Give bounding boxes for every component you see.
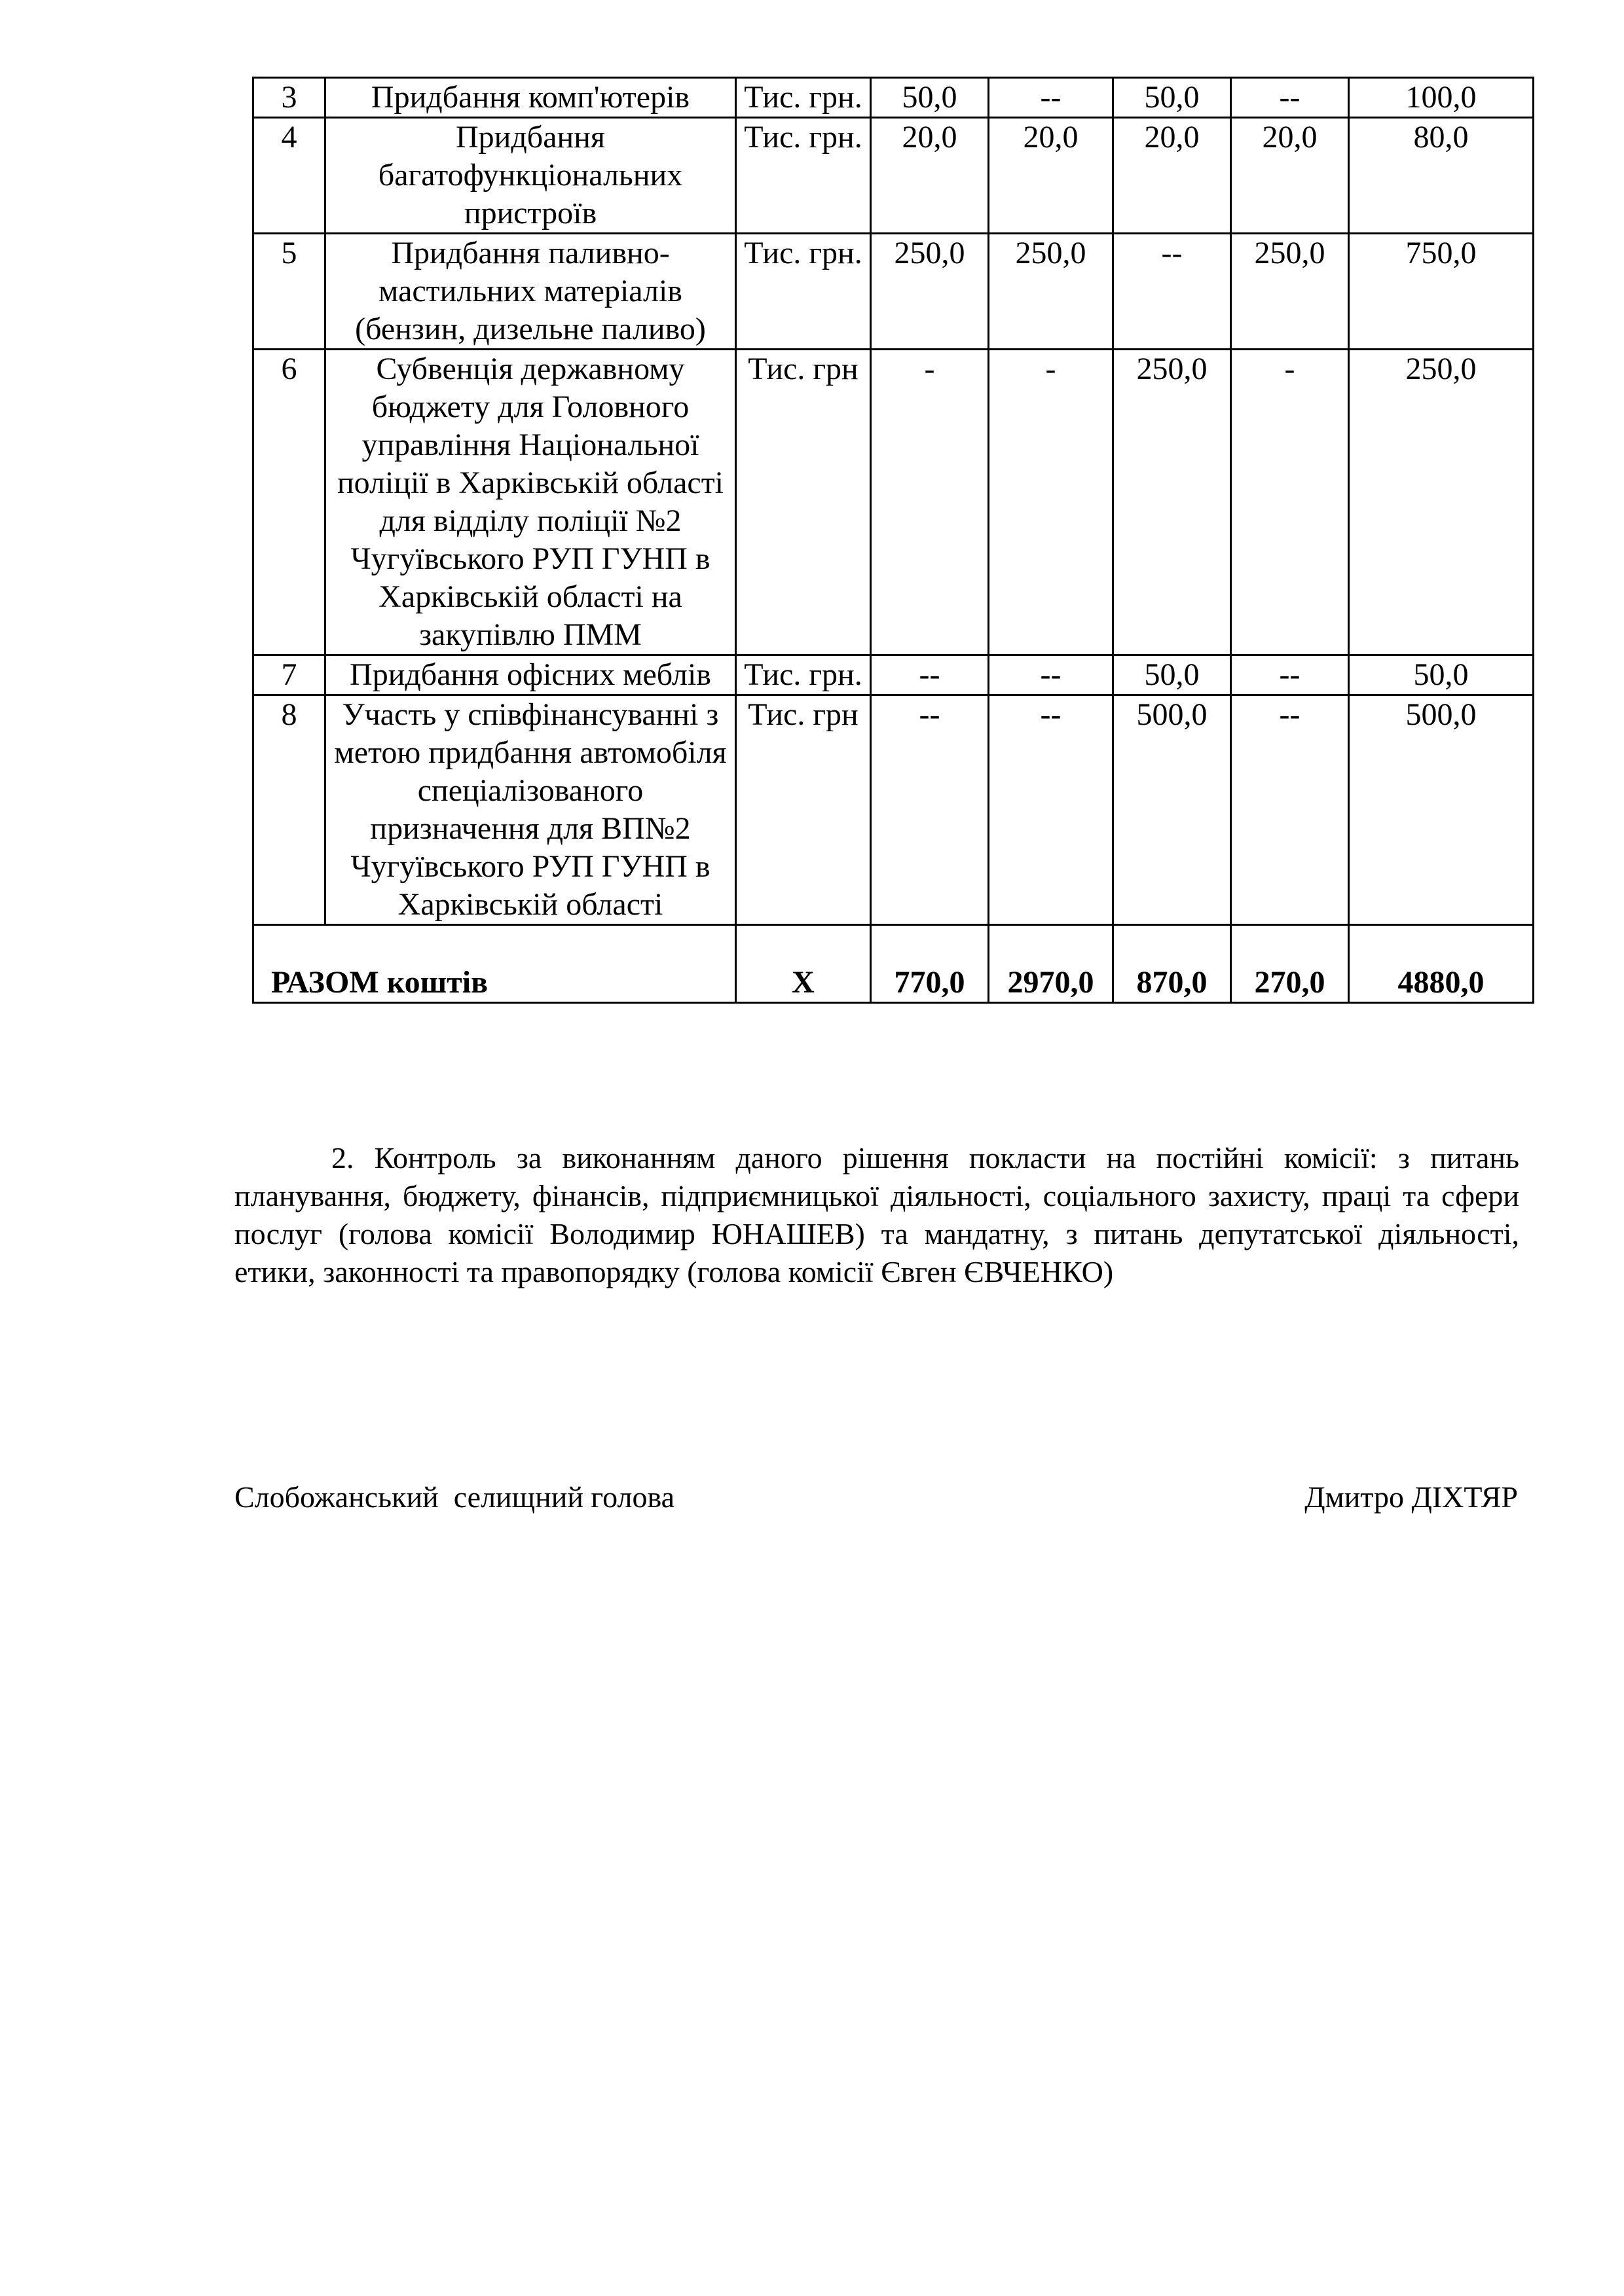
row-number: 7 xyxy=(253,655,325,695)
value-4: -- xyxy=(1231,78,1349,118)
item-name: Придбання комп'ютерів xyxy=(325,78,736,118)
value-2: -- xyxy=(989,78,1113,118)
value-2: 20,0 xyxy=(989,118,1113,234)
table-row xyxy=(253,655,1534,695)
control-paragraph: 2. Контроль за виконанням даного рішення покласти на постійні комісії: з питань планування, бюджету, фінансів, підприємницької діяльності, соціального захисту, праці та сфери послуг (голова комісії Володимир ЮНАШЕВ) та мандатну, з питань депутатської діяльності, етики, законності та правопорядку (голова комісії Євген ЄВЧЕНКО) xyxy=(234,1141,1519,1288)
unit: Тис. грн xyxy=(736,695,871,925)
value-2: -- xyxy=(989,655,1113,695)
signature-position: Слобожанський селищний голова xyxy=(234,1480,675,1514)
row-number: 5 xyxy=(253,234,325,350)
row-total: 750,0 xyxy=(1349,234,1534,350)
total-value-4: 270,0 xyxy=(1231,925,1349,1003)
unit: Тис. грн. xyxy=(736,234,871,350)
unit: Тис. грн. xyxy=(736,655,871,695)
budget-table xyxy=(252,77,1534,1004)
value-3: 20,0 xyxy=(1113,118,1231,234)
total-value-1: 770,0 xyxy=(871,925,989,1003)
unit: Тис. грн. xyxy=(736,118,871,234)
value-1: -- xyxy=(871,655,989,695)
value-1: 20,0 xyxy=(871,118,989,234)
item-name: Участь у співфінансуванні з метою придбання автомобіля спеціалізованого призначення для ВП№2 Чугуївського РУП ГУНП в Харківській області xyxy=(325,695,736,925)
row-total: 100,0 xyxy=(1349,78,1534,118)
row-total: 500,0 xyxy=(1349,695,1534,925)
value-1: 250,0 xyxy=(871,234,989,350)
row-number: 4 xyxy=(253,118,325,234)
total-row xyxy=(253,925,1534,1003)
total-value-2: 2970,0 xyxy=(989,925,1113,1003)
value-2: - xyxy=(989,350,1113,655)
row-total: 250,0 xyxy=(1349,350,1534,655)
total-value-3: 870,0 xyxy=(1113,925,1231,1003)
total-unit: Х xyxy=(736,925,871,1003)
item-name: Придбання офісних меблів xyxy=(325,655,736,695)
unit: Тис. грн. xyxy=(736,78,871,118)
item-name: Придбання паливно-мастильних матеріалів (бензин, дизельне паливо) xyxy=(325,234,736,350)
row-number: 3 xyxy=(253,78,325,118)
item-name: Субвенція державному бюджету для Головного управління Національної поліції в Харківській області для відділу поліції №2 Чугуївського РУП ГУНП в Харківській області на закупівлю ПММ xyxy=(325,350,736,655)
row-total: 50,0 xyxy=(1349,655,1534,695)
value-3: 250,0 xyxy=(1113,350,1231,655)
value-3: 500,0 xyxy=(1113,695,1231,925)
row-number: 8 xyxy=(253,695,325,925)
value-3: 50,0 xyxy=(1113,655,1231,695)
value-2: 250,0 xyxy=(989,234,1113,350)
table-row xyxy=(253,78,1534,118)
row-number: 6 xyxy=(253,350,325,655)
table-row xyxy=(253,695,1534,925)
value-4: - xyxy=(1231,350,1349,655)
value-1: 50,0 xyxy=(871,78,989,118)
table-row xyxy=(253,234,1534,350)
value-4: -- xyxy=(1231,655,1349,695)
item-name: Придбання багатофункціональних пристроїв xyxy=(325,118,736,234)
signature-name: Дмитро ДІХТЯР xyxy=(1304,1480,1518,1514)
value-4: 20,0 xyxy=(1231,118,1349,234)
value-3: 50,0 xyxy=(1113,78,1231,118)
row-total: 80,0 xyxy=(1349,118,1534,234)
unit: Тис. грн xyxy=(736,350,871,655)
value-4: 250,0 xyxy=(1231,234,1349,350)
value-2: -- xyxy=(989,695,1113,925)
value-4: -- xyxy=(1231,695,1349,925)
table-row xyxy=(253,350,1534,655)
value-1: - xyxy=(871,350,989,655)
grand-total: 4880,0 xyxy=(1349,925,1534,1003)
total-label: РАЗОМ коштів xyxy=(253,925,736,1003)
value-1: -- xyxy=(871,695,989,925)
value-3: -- xyxy=(1113,234,1231,350)
table-row xyxy=(253,118,1534,234)
